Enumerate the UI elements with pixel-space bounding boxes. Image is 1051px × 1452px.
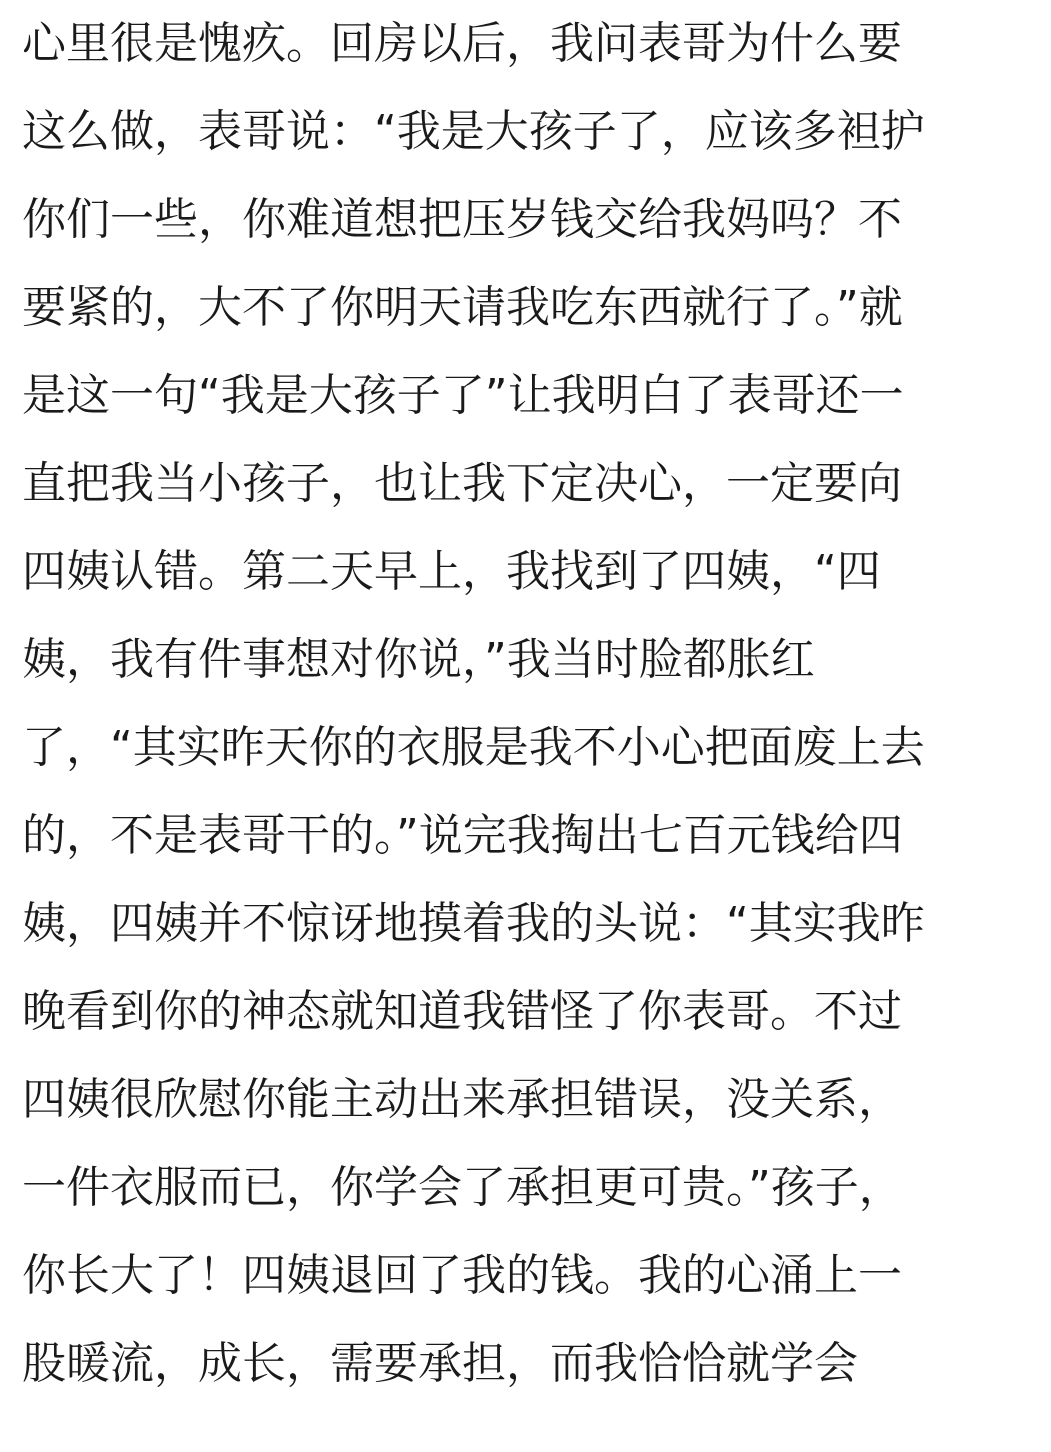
text-line: 姨，四姨并不惊讶地摸着我的头说：“其实我昨 [22,898,925,949]
text-line: 股暖流，成长，需要承担，而我恰恰就学会 [22,1338,858,1389]
text-line: 一件衣服而已，你学会了承担更可贵。”孩子， [22,1162,903,1213]
text-line: 四姨认错。第二天早上，我找到了四姨，“四 [22,546,881,597]
text-line: 的，不是表哥干的。”说完我掏出七百元钱给四 [22,810,903,861]
text-line: 这么做，表哥说：“我是大孩子了，应该多袒护 [22,106,925,157]
text-line: 了，“其实昨天你的衣服是我不小心把面废上去 [22,722,925,773]
text-line: 姨，我有件事想对你说，”我当时脸都胀红 [22,634,815,685]
text-line: 要紧的，大不了你明天请我吃东西就行了。”就 [22,282,903,333]
text-line: 你们一些，你难道想把压岁钱交给我妈吗？不 [22,194,902,245]
text-line: 是这一句“我是大孩子了”让我明白了表哥还一 [22,370,904,421]
text-line: 直把我当小孩子，也让我下定决心，一定要向 [22,458,902,509]
article-text [22,6,1022,1414]
text-line: 心里很是愧疚。回房以后，我问表哥为什么要 [22,18,902,69]
text-line: 四姨很欣慰你能主动出来承担错误，没关系， [22,1074,902,1125]
text-line: 晚看到你的神态就知道我错怪了你表哥。不过 [22,986,902,1037]
text-line: 你长大了！四姨退回了我的钱。我的心涌上一 [22,1250,902,1301]
